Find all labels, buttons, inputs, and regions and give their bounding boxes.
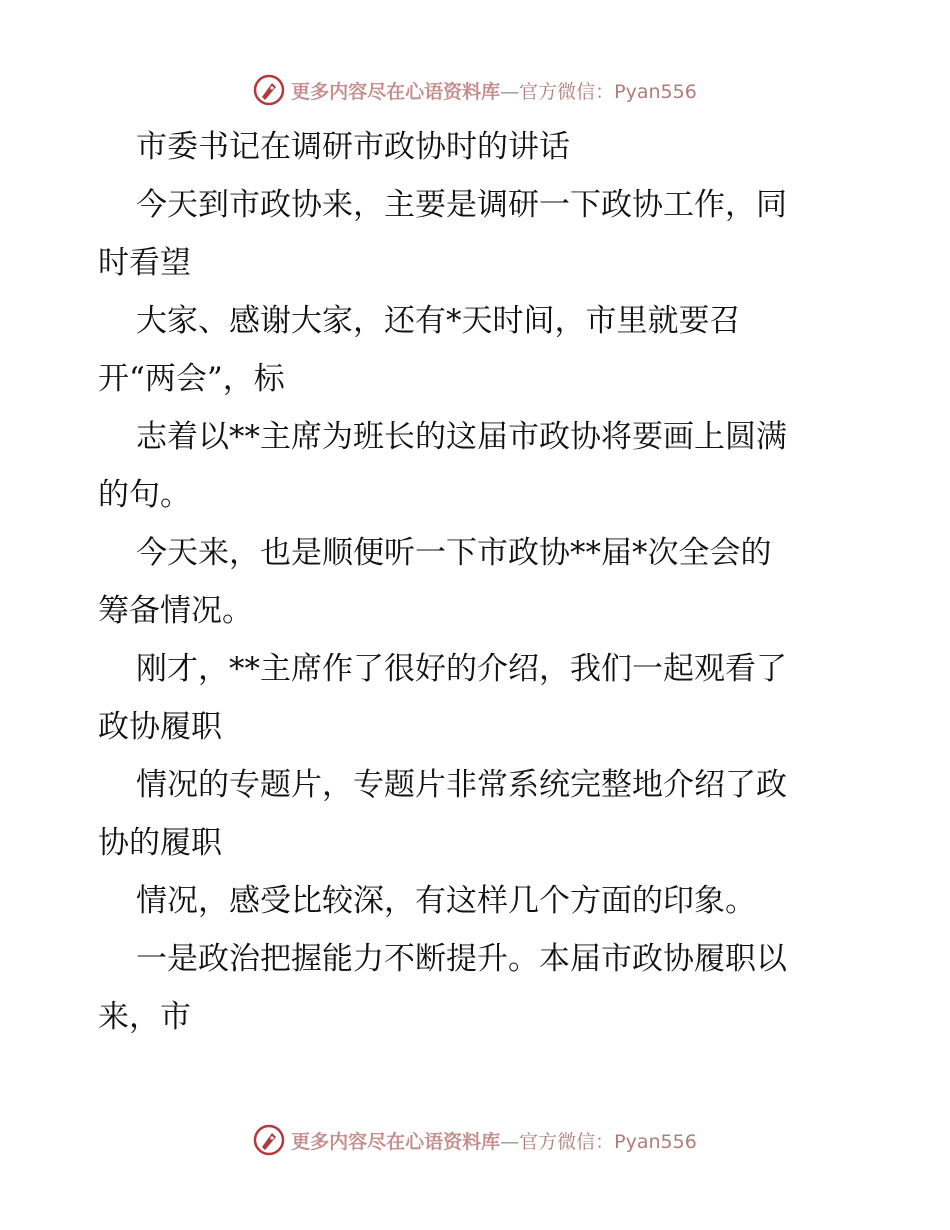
paragraph-line: 志着以**主席为班长的这届市政协将要画上圆满: [136, 419, 787, 455]
pen-nib-logo-icon: [253, 74, 285, 106]
document-body: [98, 118, 858, 1046]
paragraph-line: 情况的专题片，专题片非常系统完整地介绍了政: [136, 767, 787, 803]
paragraph-line: 今天来，也是顺便听一下市政协**届*次全会的: [136, 535, 772, 571]
document-title: 市委书记在调研市政协时的讲话: [136, 129, 570, 165]
paragraph-line: 筹备情况。: [98, 593, 253, 629]
header-banner: [0, 70, 950, 110]
footer-banner: [0, 1120, 950, 1160]
paragraph-line: 协的履职: [98, 825, 222, 861]
paragraph-line: 开“两会”，标: [98, 361, 285, 397]
paragraph-line: 情况，感受比较深，有这样几个方面的印象。: [136, 883, 756, 919]
banner-separator: —: [500, 1130, 520, 1153]
paragraph-line: 来，市: [98, 999, 191, 1035]
paragraph-line: 时看望: [98, 245, 191, 281]
banner-separator: —: [500, 80, 520, 103]
paragraph-line: 大家、感谢大家，还有*天时间，市里就要召: [136, 303, 741, 339]
paragraph-line: 的句。: [98, 477, 191, 513]
banner-main-text: 更多内容尽在心语资料库: [291, 80, 501, 103]
banner-main-text: 更多内容尽在心语资料库: [291, 1130, 501, 1153]
banner-wechat-text: 官方微信：Pyan556: [519, 1130, 697, 1153]
banner-wechat-text: 官方微信：Pyan556: [519, 80, 697, 103]
paragraph-line: 刚才，**主席作了很好的介绍，我们一起观看了: [136, 651, 787, 687]
paragraph-line: 政协履职: [98, 709, 222, 745]
paragraph-line: 今天到市政协来，主要是调研一下政协工作，同: [136, 187, 787, 223]
paragraph-line: 一是政治把握能力不断提升。本届市政协履职以: [136, 941, 787, 977]
pen-nib-logo-icon: [253, 1124, 285, 1156]
